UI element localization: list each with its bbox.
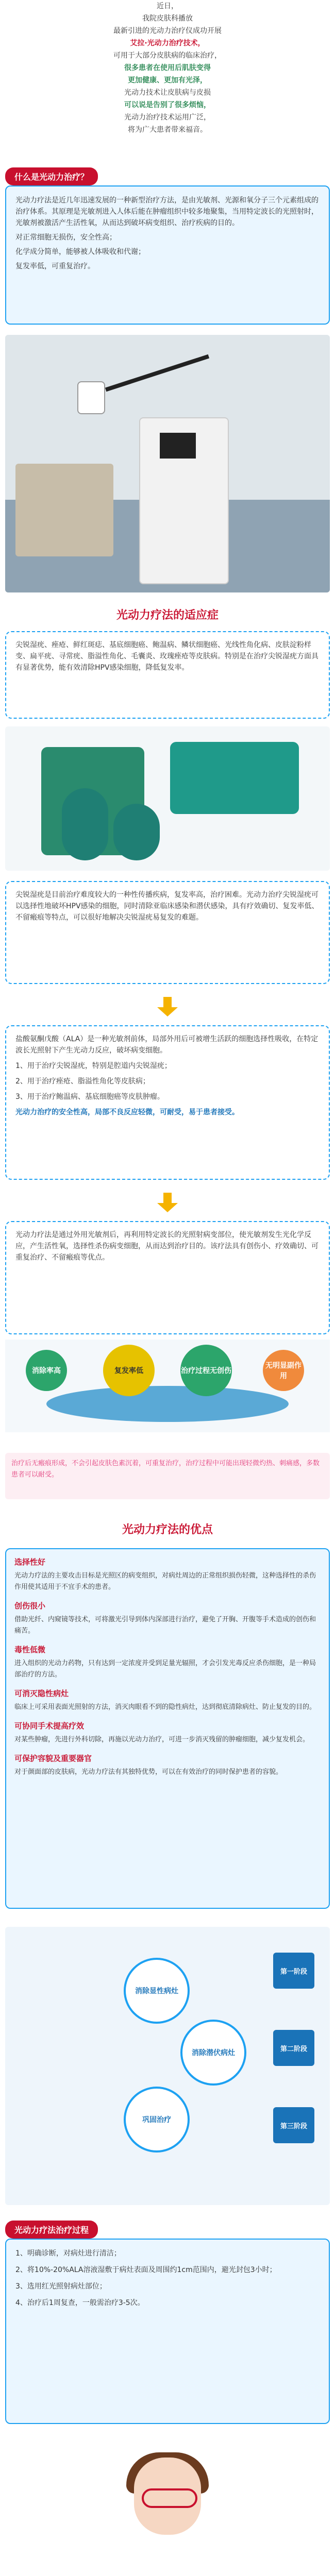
intro-line: 将为广大患者带来福音。 [128,126,207,134]
diagram-circle: 消除显性病灶 [124,1958,190,2024]
steps-card [5,2239,330,2424]
step-item: 1、明确诊断，对病灶进行清洁； [15,2249,121,2258]
diagram-stage: 第一阶段 [273,1953,314,1989]
diagram-stage: 第三阶段 [273,2107,314,2143]
adv-text: 进入组织的光动力药物，只有达到一定浓度并受到足量光辐照，才会引发光毒反应杀伤细胞，是一种局部治疗的方法。 [14,1659,316,1679]
intro-line: 可以说是告别了很多烦恼， [124,101,211,109]
step-item: 2、将10%-20%ALA溶液湿敷于病灶表面及周围约1cm范围内，避光封包3小时； [15,2266,277,2274]
intro-line: 光动力技术让皮肤病与皮损 [124,89,211,97]
device-photo [5,335,330,592]
intro-line: 可用于大部分皮肤病的临床治疗， [113,52,222,60]
arrow-down-icon [157,1193,178,1213]
product-box-right [170,742,299,814]
what-paragraph: 光动力疗法是近几年迅速发展的一种新型治疗方法，是由光敏剂、光源和氧分子三个元素组成的治疗体系。其原理是光敏剂进入人体后能在肿瘤组织中较多地聚集，当用特定波长的光照射时，光敏剂被激活产生活性氧，从而达到破坏病变组织、治疗疾病的目的。 [15,196,319,227]
advantages-card [5,1548,330,1909]
bubble-benefit: 无明显副作用 [263,1350,304,1391]
adv-title: 可消灭隐性病灶 [14,1689,69,1698]
intro-line: 最新引进的光动力治疗仪成功开展 [113,27,222,35]
arrow-down-icon [157,997,178,1018]
adv-text: 临床上可采用表面光照射的方法，消灭肉眼看不到的隐性病灶，达到彻底清除病灶、防止复发的目的。 [14,1703,316,1711]
doctor-avatar [113,2452,222,2545]
adv-text: 对于颜面部的皮肤病，光动力疗法有其独特优势，可以在有效治疗的同时保护患者的容貌。 [14,1768,283,1776]
advantages-header [77,1520,258,1540]
treatment-diagram [5,1927,330,2205]
intro-line: 光动力治疗技术运用广泛， [124,113,211,122]
hpv-panel [5,881,330,984]
adv-text: 对某些肿瘤，先进行外科切除，再施以光动力治疗，可进一步消灭残留的肿瘤细胞，减少复发机会。 [14,1736,310,1743]
adv-text: 光动力疗法的主要攻击目标是光照区的病变组织，对病灶周边的正常组织损伤轻微，这种选择性的杀伤作用使其适用于不宜手术的患者。 [14,1572,316,1591]
ala-item: 3、用于治疗鲍温病、基底细胞癌等皮肤肿瘤。 [15,1093,164,1101]
step-item: 4、治疗后1周复查，一般需治疗3-5次。 [15,2299,145,2307]
intro-line: 很多患者在使用后肌肤变得 [124,64,211,72]
product-photo [5,726,330,871]
product-can [113,804,160,860]
photo-device-lamp [77,381,105,414]
scope-panel [5,631,330,719]
benefits-plate [5,1340,330,1432]
step-item: 3、选用红光照射病灶部位； [15,2282,107,2291]
intro-line: 艾拉·光动力治疗技术， [130,39,205,47]
adv-title: 选择性好 [14,1557,46,1567]
scope-paragraph: 尖锐湿疣、痤疮、鲜红斑痣、基底细胞癌、鲍温病、鳞状细胞癌、光线性角化病、皮肤淀粉样变、扁平疣、寻常疣、脂溢性角化、毛囊炎、玫瑰痤疮等皮肤病。特别是在治疗尖锐湿疣方面具有显著优势，能有效清除HPV感染细胞，降低复发率。 [15,641,319,672]
diagram-circle: 消除潜伏病灶 [180,2020,246,2086]
section-tag-steps: 光动力疗法治疗过程 [5,2221,98,2239]
ala-footer: 光动力治疗的安全性高，局部不良反应轻微，可耐受，易于患者接受。 [15,1108,239,1116]
what-bullet: 对正常细胞无损伤，安全性高； [15,233,116,242]
method-paragraph: 光动力疗法是通过外用光敏剂后，再利用特定波长的光照射病变部位，使光敏剂发生光化学反应，产生活性氧，选择性杀伤病变细胞，从而达到治疗目的。该疗法具有创伤小、疗效确切、可重复治疗、不留瘢痕等优点。 [15,1231,319,1262]
photo-bed [15,464,113,556]
ala-item: 1、用于治疗尖锐湿疣，特别是腔道内尖锐湿疣； [15,1062,172,1070]
bubble-benefit: 治疗过程无创伤 [180,1345,232,1396]
adv-title: 创伤很小 [14,1601,46,1611]
avatar-glasses [142,2488,197,2508]
scope-header-text: 光动力疗法的适应症 [116,609,219,622]
diagram-stage: 第二阶段 [273,2030,314,2066]
bubble-benefit: 消除率高 [26,1350,67,1391]
what-bullet: 复发率低，可重复治疗。 [15,262,95,270]
intro-line: 我院皮肤科播放 [142,14,193,23]
adv-title: 可保护容貌及重要器官 [14,1754,92,1763]
adv-text: 借助光纤、内窥镜等技术，可将激光引导到体内深部进行治疗，避免了开胸、开腹等手术造成的创伤和痛苦。 [14,1616,316,1635]
section-tag-what: 什么是光动力治疗？ [5,167,98,185]
method-panel [5,1221,330,1334]
intro-line: 近日， [157,2,178,10]
scope-header [77,605,258,626]
note-pink: 治疗后无瘢痕形成，不会引起皮肤色素沉着，可重复治疗，治疗过程中可能出现轻微灼热、刺痛感，多数患者可以耐受。 [5,1453,330,1499]
photo-device-screen [160,433,196,459]
ala-item: 2、用于治疗痤疮、脂溢性角化等皮肤病； [15,1077,150,1086]
product-can [62,788,108,860]
ala-paragraph: 盐酸氨酮戊酸（ALA）是一种光敏剂前体，局部外用后可被增生活跃的细胞选择性吸收，在特定波长光照射下产生光动力反应，破坏病变细胞。 [15,1035,319,1055]
bubble-benefit: 复发率低 [103,1345,155,1396]
ala-panel [5,1025,330,1180]
intro-block [0,0,335,137]
hpv-paragraph: 尖锐湿疣是目前治疗难度较大的一种性传播疾病，复发率高，治疗困难。光动力治疗尖锐湿疣可以选择性地破坏HPV感染的细胞，同时清除亚临床感染和潜伏感染，具有疗效确切、复发率低、不留瘢痕等特点，可以很好地解决尖锐湿疣易复发的难题。 [15,891,319,922]
advantages-header-text: 光动力疗法的优点 [122,1523,213,1536]
adv-title: 毒性低微 [14,1645,46,1654]
plate-base [46,1386,289,1422]
what-card [5,185,330,325]
what-bullet: 化学成分简单，能够被人体吸收和代谢； [15,248,145,256]
intro-line: 更加健康、更加有光泽， [128,76,207,84]
adv-title: 可协同手术提高疗效 [14,1721,85,1731]
diagram-circle: 巩固治疗 [124,2087,190,2153]
